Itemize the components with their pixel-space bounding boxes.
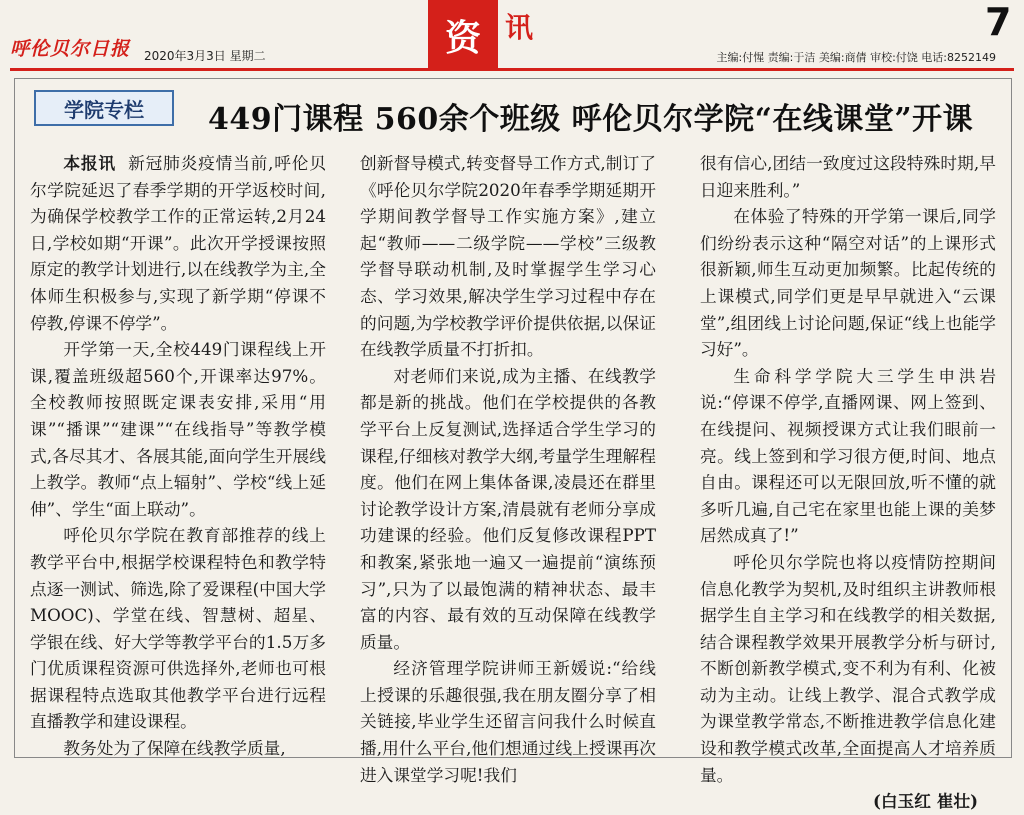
paragraph: 对老师们来说,成为主播、在线教学都是新的挑战。他们在学校提供的各教学平台上反复测试,选择适合学生学习的课程,仔细核对教学大纲,考量学生理解程度。他们在网上集体备课,凌晨还在群里讨论教学设计方案,清晨就有老师分享成功建课的经验。他们反复修改课程PPT和教案,紧张地一遍又一遍提前“演练预习”,只为了以最饱满的精神状态、最丰富的内容、最有效的互动保障在线教学质量。	[360, 365, 656, 652]
page-number: 7	[985, 0, 1012, 44]
paragraph	[30, 150, 326, 336]
paragraph: 创新督导模式,转变督导工作方式,制订了《呼伦贝尔学院2020年春季学期延期开学期间教学督导工作实施方案》,建立起“教师——二级学院——学校”三级教学督导联动机制,及时掌握学生学习心态、学习效果,解决学生学习过程中存在的问题,为学校教学评价提供依据,以保证在线教学质量不打折扣。	[360, 153, 656, 360]
article-headline: 449门课程 560余个班级 呼伦贝尔学院“在线课堂”开课	[208, 102, 974, 137]
section-suffix: 讯	[505, 11, 534, 44]
paragraph-text: 新冠肺炎疫情当前,呼伦贝尔学院延迟了春季学期的开学返校时间,为确保学校教学工作的正常运转,2月24日,学校如期“开课”。此次开学授课按照原定的教学计划进行,以在线教学为主,全体师生积极参与,实现了新学期“停课不停教,停课不停学”。	[30, 153, 327, 333]
article-column-1	[30, 150, 327, 759]
column-tag: 学院专栏	[34, 90, 174, 126]
masthead-rule	[10, 68, 1014, 71]
paragraph: 很有信心,团结一致度过这段特殊时期,早日迎来胜利。”	[700, 153, 996, 200]
paragraph: 在体验了特殊的开学第一课后,同学们纷纷表示这种“隔空对话”的上课形式很新颖,师生互动更加频繁。比起传统的上课模式,同学们更是早早就进入“云课堂”,组团线上讨论问题,保证“线上也能学习好”。	[700, 206, 996, 360]
masthead	[0, 0, 1024, 72]
paragraph: 开学第一天,全校449门课程线上开课,覆盖班级超560个,开课率达97%。全校教师按照既定课表安排,采用“用课”“播课”“建课”“在线指导”等教学模式,各尽其才、各展其能,面向学生开展线上教学。教师“点上辐射”、学校“线上延伸”、学生“面上联动”。	[30, 339, 326, 519]
article-column-2	[360, 150, 656, 785]
issue-date: 2020年3月3日 星期二	[144, 49, 266, 63]
paragraph: 呼伦贝尔学院也将以疫情防控期间信息化教学为契机,及时组织主讲教师根据学生自主学习和在线教学的相关数据,结合课程教学效果开展教学分析与研讨,不断创新教学模式,变不利为有利、化被动为主动。让线上教学、混合式教学成为课堂教学常态,不断推进教学信息化建设和教学模式改革,全面提高人才培养质量。	[700, 551, 996, 785]
article-byline: (白玉红 崔壮)	[872, 791, 978, 812]
paragraph: 呼伦贝尔学院在教育部推荐的线上教学平台中,根据学校课程特色和教学特点逐一测试、筛选,除了爱课程(中国大学MOOC)、学堂在线、智慧树、超星、学银在线、好大学等教学平台的1.5万多门优质课程资源可供选择外,老师也可根据课程特点选取其他教学平台进行远程直播教学和建设课程。	[30, 525, 326, 732]
lead-tag: 本报讯	[63, 153, 116, 173]
paragraph: 经济管理学院讲师王新媛说:“给线上授课的乐趣很强,我在朋友圈分享了相关链接,毕业学生还留言问我什么时候直播,用什么平台,他们想通过线上授课再次进入课堂学习呢!我们	[360, 658, 656, 785]
newspaper-logo: 呼伦贝尔日报	[10, 38, 131, 60]
paragraph: 教务处为了保障在线教学质量,	[63, 738, 286, 759]
editor-credits: 主编:付惺 责编:于洁 美编:商倩 审校:付饶 电话:8252149	[716, 51, 996, 64]
paragraph: 生命科学学院大三学生申洪岩说:“停课不停学,直播网课、网上签到、在线提问、视频授课方式让我们眼前一亮。线上签到和学习很方便,时间、地点自由。课程还可以无限回放,听不懂的就多听几遍,自己宅在家里也能上课的美梦居然成真了!”	[700, 365, 996, 546]
article-column-3	[700, 150, 996, 812]
section-badge: 资	[428, 0, 498, 70]
